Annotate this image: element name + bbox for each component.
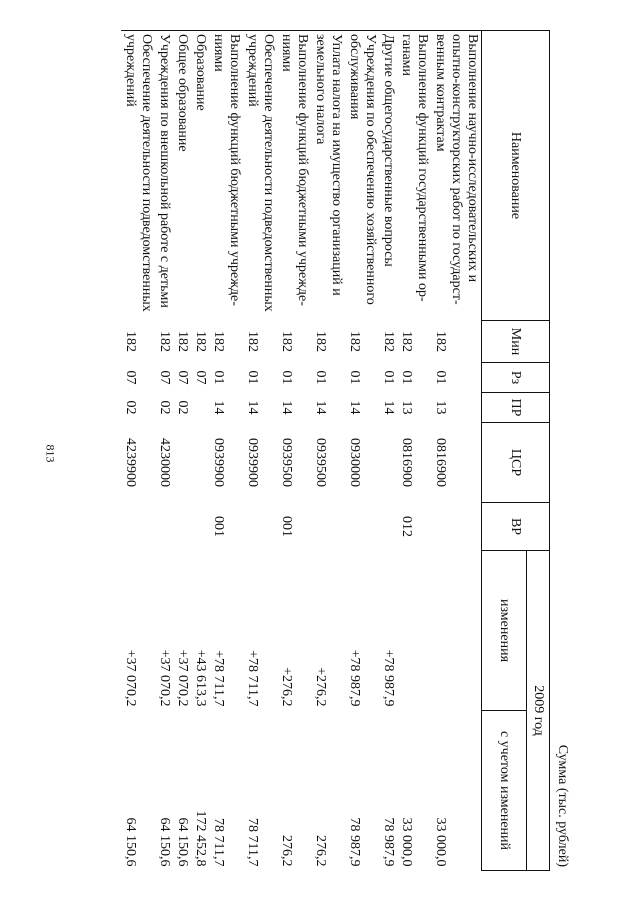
row-csr: 0816900 — [399, 438, 414, 487]
row-csr: 0816900 — [433, 438, 448, 487]
row-csr: 0939500 — [279, 438, 294, 487]
row-total: 172 452,8 — [193, 810, 208, 867]
row-name: Выполнение функций бюджетными учрежде-ниями — [209, 31, 243, 321]
row-change — [397, 551, 431, 711]
table-row — [209, 31, 243, 871]
row-pr: 14 — [279, 400, 294, 415]
row-vr — [191, 503, 209, 551]
row-name: Обеспечение деятельности подведомственных учреждений — [121, 31, 155, 321]
table-row — [155, 31, 173, 871]
header-with-changes: с учетом изменений — [482, 711, 527, 871]
row-total: 78 711,7 — [211, 818, 226, 867]
row-name: Выполнение научно-исследовательских и опытно-конструкторских работ по государст-венным контрактам — [431, 31, 482, 321]
row-name: Учреждения по обеспечению хозяйственного обслуживания — [345, 31, 379, 321]
header-year: 2009 год — [527, 551, 550, 871]
row-rz: 01 — [433, 370, 448, 385]
row-vr — [311, 503, 345, 551]
row-csr: 0939900 — [211, 438, 226, 487]
row-min: 182 — [245, 331, 260, 352]
row-pr: 14 — [381, 400, 396, 415]
row-min: 182 — [381, 331, 396, 352]
row-pr: 02 — [175, 400, 190, 415]
row-change: +43 613,3 — [193, 649, 208, 707]
row-vr — [173, 503, 191, 551]
row-total: 78 987,9 — [381, 817, 396, 867]
row-total: 78 711,7 — [245, 818, 260, 867]
header-rz: Рз — [482, 363, 550, 393]
row-change: +276,2 — [313, 667, 328, 707]
row-vr — [121, 503, 155, 551]
table-row — [345, 31, 379, 871]
row-name: Уплата налога на имущество организаций и земельного налога — [311, 31, 345, 321]
row-change: +37 070,2 — [157, 649, 172, 707]
table-row — [243, 31, 277, 871]
row-name: Образование — [191, 31, 209, 321]
row-total: 33 000,0 — [399, 817, 414, 867]
row-min: 182 — [211, 331, 226, 352]
row-rz: 01 — [313, 370, 328, 385]
row-name: Учреждения по внешкольной работе с детьми — [155, 31, 173, 321]
row-vr: 012 — [399, 516, 414, 537]
header-name: Наименование — [482, 31, 550, 321]
table-row — [121, 31, 155, 871]
row-name: Выполнение функций бюджетными учрежде-ниями — [277, 31, 311, 321]
row-pr: 13 — [433, 400, 448, 415]
row-total: 64 150,6 — [175, 817, 190, 867]
table-row — [311, 31, 345, 871]
row-pr: 14 — [211, 400, 226, 415]
row-min: 182 — [193, 331, 208, 352]
row-change: +78 711,7 — [245, 650, 260, 707]
row-csr: 4230000 — [157, 438, 172, 487]
row-csr — [191, 423, 209, 503]
row-name: Обеспечение деятельности подведомственных учреждений — [243, 31, 277, 321]
row-change: +276,2 — [279, 667, 294, 707]
row-vr: 001 — [279, 516, 294, 537]
row-min: 182 — [313, 331, 328, 352]
table-row — [379, 31, 397, 871]
row-csr — [379, 423, 397, 503]
row-pr — [191, 393, 209, 423]
row-csr: 0939500 — [313, 438, 328, 487]
row-total: 78 987,9 — [347, 817, 362, 867]
row-csr: 0939900 — [245, 438, 260, 487]
row-pr: 13 — [399, 400, 414, 415]
row-name: Другие общегосударственные вопросы — [379, 31, 397, 321]
header-pr: ПР — [482, 393, 550, 423]
row-rz: 01 — [399, 370, 414, 385]
row-rz: 07 — [123, 370, 138, 385]
row-total: 276,2 — [279, 835, 294, 867]
row-min: 182 — [123, 331, 138, 352]
row-rz: 01 — [279, 370, 294, 385]
row-pr: 02 — [157, 400, 172, 415]
row-rz: 07 — [193, 370, 208, 385]
row-vr — [345, 503, 379, 551]
row-rz: 01 — [211, 370, 226, 385]
table-row — [277, 31, 311, 871]
row-change: +37 070,2 — [123, 649, 138, 707]
row-vr: 001 — [211, 516, 226, 537]
row-vr — [431, 503, 482, 551]
table-row — [173, 31, 191, 871]
header-vr: ВР — [482, 503, 550, 551]
table-row — [191, 31, 209, 871]
header-csr: ЦСР — [482, 423, 550, 503]
row-min: 182 — [347, 331, 362, 352]
row-csr — [173, 423, 191, 503]
row-vr — [379, 503, 397, 551]
row-total: 276,2 — [313, 835, 328, 867]
row-min: 182 — [175, 331, 190, 352]
row-change — [431, 551, 482, 711]
row-total: 33 000,0 — [433, 817, 448, 867]
row-vr — [243, 503, 277, 551]
header-min: Мин — [482, 321, 550, 363]
row-csr: 4239900 — [123, 438, 138, 487]
row-rz: 07 — [175, 370, 190, 385]
row-min: 182 — [279, 331, 294, 352]
row-rz: 01 — [381, 370, 396, 385]
row-min: 182 — [157, 331, 172, 352]
row-pr: 14 — [245, 400, 260, 415]
row-vr — [155, 503, 173, 551]
table-body — [121, 31, 482, 871]
row-pr: 02 — [123, 400, 138, 415]
page-number: 813 — [43, 444, 58, 463]
table-row — [397, 31, 431, 871]
row-min: 182 — [433, 331, 448, 352]
header-changes: изменения — [482, 551, 527, 711]
row-pr: 14 — [347, 400, 362, 415]
row-name: Выполнение функций государственными ор-ганами — [397, 31, 431, 321]
row-total: 64 150,6 — [123, 817, 138, 867]
row-csr: 0930000 — [347, 438, 362, 487]
rotated-page — [70, 30, 570, 870]
row-rz: 07 — [157, 370, 172, 385]
row-pr: 14 — [313, 400, 328, 415]
row-total: 64 150,6 — [157, 817, 172, 867]
row-change: +78 987,9 — [381, 649, 396, 707]
units-label: Сумма (тыс. рублей) — [555, 744, 570, 867]
row-change: +37 070,2 — [175, 649, 190, 707]
row-min: 182 — [399, 331, 414, 352]
row-rz: 01 — [347, 370, 362, 385]
row-change: +78 987,9 — [347, 649, 362, 707]
row-rz: 01 — [245, 370, 260, 385]
row-name: Общее образование — [173, 31, 191, 321]
row-change: +78 711,7 — [211, 650, 226, 707]
table-row — [431, 31, 482, 871]
budget-table — [121, 30, 550, 871]
